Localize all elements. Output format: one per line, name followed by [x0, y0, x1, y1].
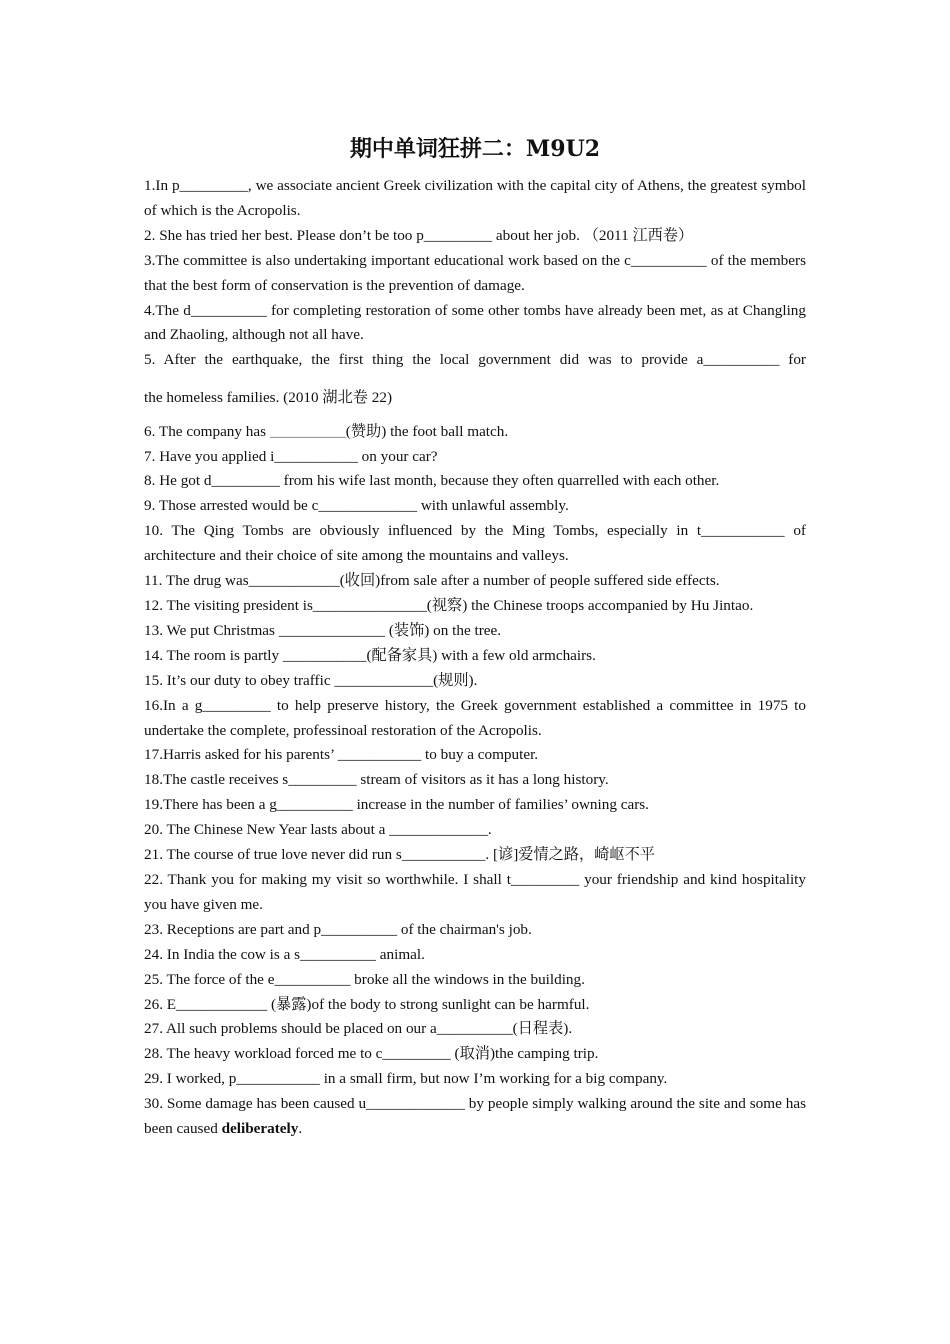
- line-gap: [144, 411, 806, 420]
- item-text: 20. The Chinese New Year lasts about a _____________.: [144, 821, 492, 839]
- list-item: [144, 299, 806, 349]
- item-text: 25. The force of the e__________ broke all the windows in the building.: [144, 970, 585, 988]
- item-text: 15. It’s our duty to obey traffic _____________(规则).: [144, 671, 478, 689]
- list-item: [144, 818, 806, 843]
- item-text-continued: the homeless families. (2010 湖北卷 22): [144, 388, 393, 406]
- item-text: 10. The Qing Tombs are obviously influenced by the Ming Tombs, especially in t___________ of architecture and their choice of site among the mountains and valleys.: [144, 522, 806, 565]
- list-item: [144, 469, 806, 494]
- item-text: 29. I worked, p___________ in a small firm, but now I’m working for a big company.: [144, 1070, 668, 1088]
- item-text: 8. He got d_________ from his wife last month, because they often quarrelled with each other.: [144, 472, 720, 490]
- list-item: [144, 694, 806, 744]
- item-text: 21. The course of true love never did run s___________. [谚]爱情之路，崎岖不平: [144, 846, 655, 864]
- item-text: 9. Those arrested would be c_____________ with unlawful assembly.: [144, 497, 569, 515]
- item-text: 16.In a g_________ to help preserve history, the Greek government established a committee in 1975 to undertake the complete, professinoal restoration of the Acropolis.: [144, 696, 806, 739]
- item-text: 17.Harris asked for his parents’ ___________ to buy a computer.: [144, 746, 539, 764]
- item-text: 26. E____________ (暴露)of the body to strong sunlight can be harmful.: [144, 995, 590, 1013]
- item-text: 27. All such problems should be placed on our a__________(日程表).: [144, 1020, 573, 1038]
- line-gap: [144, 373, 806, 386]
- list-item: [144, 918, 806, 943]
- list-item: [144, 993, 806, 1018]
- list-item: [144, 519, 806, 569]
- list-item: [144, 619, 806, 644]
- item-text: 4.The d__________ for completing restoration of some other tombs have already been met, as at Changling and Zhaoling, although not all have.: [144, 301, 806, 344]
- list-item: [144, 1042, 806, 1067]
- list-item: [144, 768, 806, 793]
- answer-blank: __________: [269, 422, 346, 440]
- list-item: [144, 569, 806, 594]
- item-text: 11. The drug was____________(收回)from sale after a number of people suffered side effects.: [144, 572, 720, 590]
- list-item: [144, 386, 806, 411]
- list-item: [144, 644, 806, 669]
- item-text: 18.The castle receives s_________ stream of visitors as it has a long history.: [144, 771, 609, 789]
- list-item: [144, 1017, 806, 1042]
- list-item: [144, 943, 806, 968]
- list-item: [144, 224, 806, 249]
- item-text-tail: .: [298, 1120, 303, 1138]
- page-title: 期中单词狂拼二：M9U2: [349, 136, 601, 162]
- item-text: 28. The heavy workload forced me to c_________ (取消)the camping trip.: [144, 1045, 599, 1063]
- list-item: [144, 420, 806, 445]
- exercise-list: [144, 174, 806, 1142]
- item-text: 3.The committee is also undertaking important educational work based on the c__________ of the members that the best form of conservation is the prevention of damage.: [144, 251, 806, 294]
- list-item: [144, 594, 806, 619]
- item-text-tail: (赞助) the foot ball match.: [345, 422, 509, 440]
- item-text: 19.There has been a g__________ increase in the number of families’ owning cars.: [144, 796, 649, 814]
- item-text: 2. She has tried her best. Please don’t be too p_________ about her job. （2011 江西卷）: [144, 226, 694, 244]
- list-item: [144, 868, 806, 918]
- list-item: [144, 968, 806, 993]
- item-text: 23. Receptions are part and p__________ of the chairman's job.: [144, 920, 532, 938]
- list-item: [144, 843, 806, 868]
- item-text: 12. The visiting president is_______________(视察) the Chinese troops accompanied by Hu Jintao.: [144, 597, 754, 614]
- list-item: [144, 793, 806, 818]
- item-text: 1.In p_________, we associate ancient Greek civilization with the capital city of Athens, the greatest symbol of which is the Acropolis.: [144, 177, 806, 219]
- item-text: 24. In India the cow is a s__________ animal.: [144, 945, 425, 963]
- list-item: [144, 743, 806, 768]
- item-text: 13. We put Christmas ______________ (装饰) on the tree.: [144, 621, 502, 639]
- list-item: [144, 1092, 806, 1142]
- item-text: 22. Thank you for making my visit so worthwhile. I shall t_________ your friendship and kind hospitality you have given me.: [144, 870, 806, 913]
- item-text: 5. After the earthquake, the first thing the local government did was to provide a__________ for: [144, 351, 806, 369]
- item-text: 14. The room is partly ___________(配备家具) with a few old armchairs.: [144, 646, 596, 664]
- item-text: 6. The company has: [144, 422, 270, 440]
- list-item: [144, 445, 806, 470]
- list-item: [144, 669, 806, 694]
- list-item: [144, 348, 806, 373]
- item-text: 30. Some damage has been caused u_____________ by people simply walking around the site and some has been caused: [144, 1095, 806, 1138]
- bold-word: deliberately: [221, 1120, 299, 1138]
- item-text: 7. Have you applied i___________ on your car?: [144, 447, 438, 465]
- list-item: [144, 494, 806, 519]
- list-item: [144, 249, 806, 299]
- list-item: [144, 174, 806, 224]
- list-item: [144, 1067, 806, 1092]
